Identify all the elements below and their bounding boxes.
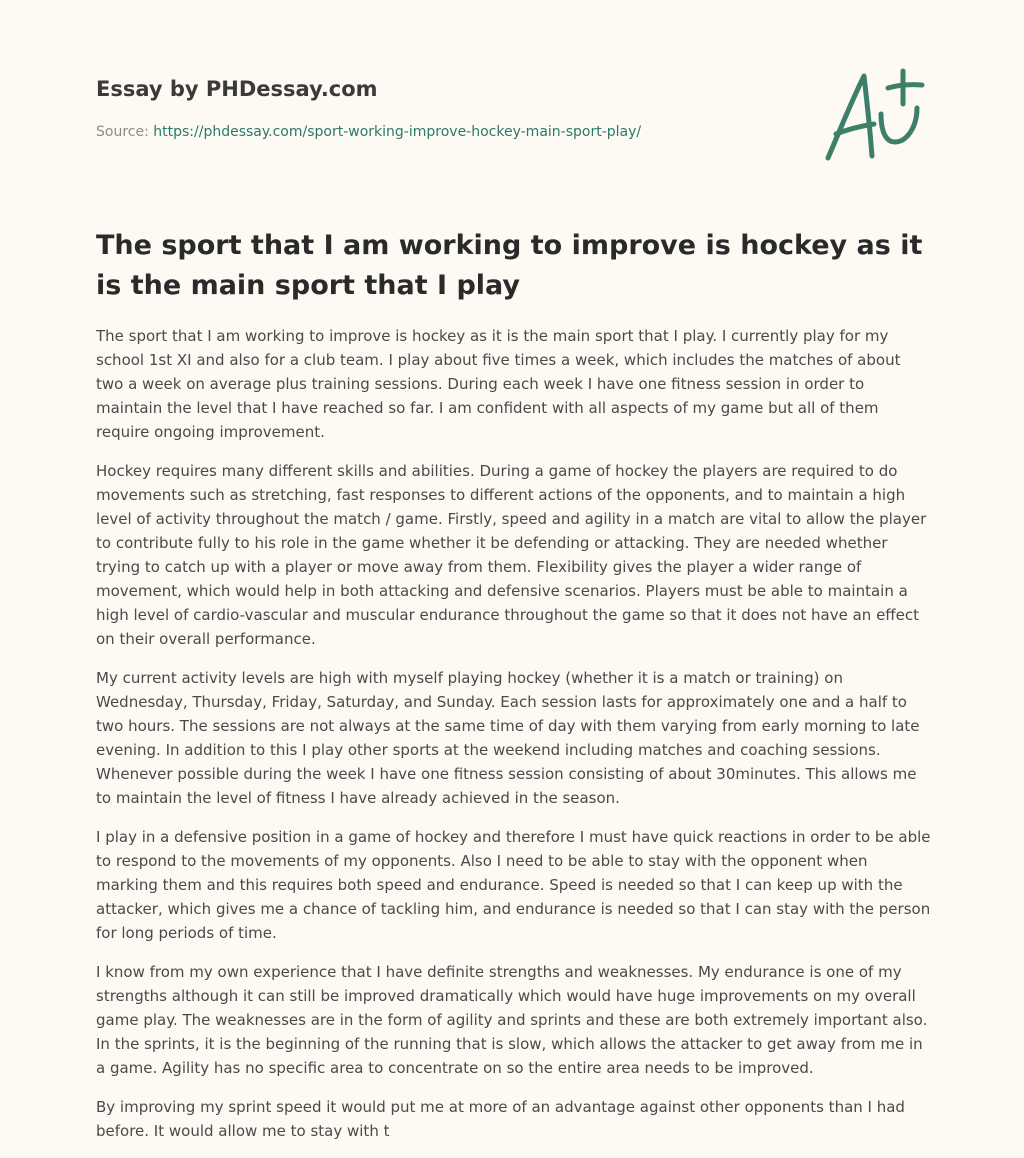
a-plus-grade-icon — [824, 66, 928, 166]
essay-title: The sport that I am working to improve is hockey as it is the main sport that I play — [96, 230, 923, 301]
essay-paragraph: The sport that I am working to improve is hockey as it is the main sport that I play. I currently play for my school 1st XI and also for a club team. I play about five times a week, which includes the matches of about two a week on average plus training sessions. During each week I have one fitness session in order to maintain the level that I have reached so far. I am confident with all aspects of my game but all of them require ongoing improvement. — [96, 327, 901, 441]
essay-paragraph: I know from my own experience that I have definite strengths and weaknesses. My endurance is one of my strengths although it can still be improved dramatically which would have huge improvements on my overall game play. The weaknesses are in the form of agility and sprints and these are both extremely important also. In the sprints, it is the beginning of the running that is slow, which allows the attacker to get away from me in a game. Agility has no specific area to concentrate on so the entire area needs to be improved. — [96, 963, 928, 1077]
essay-paragraph: By improving my sprint speed it would put me at more of an advantage against other opponents than I had before. It would allow me to stay with t — [96, 1098, 905, 1140]
essay-paragraph: I play in a defensive position in a game of hockey and therefore I must have quick reactions in order to be able to respond to the movements of my opponents. Also I need to be able to stay with the opponent when marking them and this requires both speed and endurance. Speed is needed so that I can keep up with the attacker, which gives me a chance of tackling him, and endurance is needed so that I can stay with the person for long periods of time. — [96, 828, 931, 942]
source-label: Source: — [96, 124, 149, 140]
essay-paragraph: Hockey requires many different skills and abilities. During a game of hockey the players are required to do movements such as stretching, fast responses to different actions of the opponents, and to maintain a high level of activity throughout the match / game. Firstly, speed and agility in a match are vital to allow the player to contribute fully to his role in the game whether it be defending or attacking. They are needed whether trying to catch up with a player or move away from them. Flexibility gives the player a wider range of movement, which would help in both attacking and defensive scenarios. Players must be able to maintain a high level of cardio-vascular and muscular endurance throughout the game so that it does not have an effect on their overall performance. — [96, 462, 927, 648]
essay-body — [96, 324, 932, 1158]
source-link[interactable]: https://phdessay.com/sport-working-improve-hockey-main-sport-play/ — [153, 124, 642, 140]
site-brand: Essay by PHDessay.com — [96, 77, 378, 101]
source-line — [96, 124, 641, 140]
essay-paragraph: My current activity levels are high with myself playing hockey (whether it is a match or training) on Wednesday, Thursday, Friday, Saturday, and Sunday. Each session lasts for approximately one and a half to two hours. The sessions are not always at the same time of day with them varying from early morning to late evening. In addition to this I play other sports at the weekend including matches and coaching sessions. Whenever possible during the week I have one fitness session consisting of about 30minutes. This allows me to maintain the level of fitness I have already achieved in the season. — [96, 669, 920, 807]
